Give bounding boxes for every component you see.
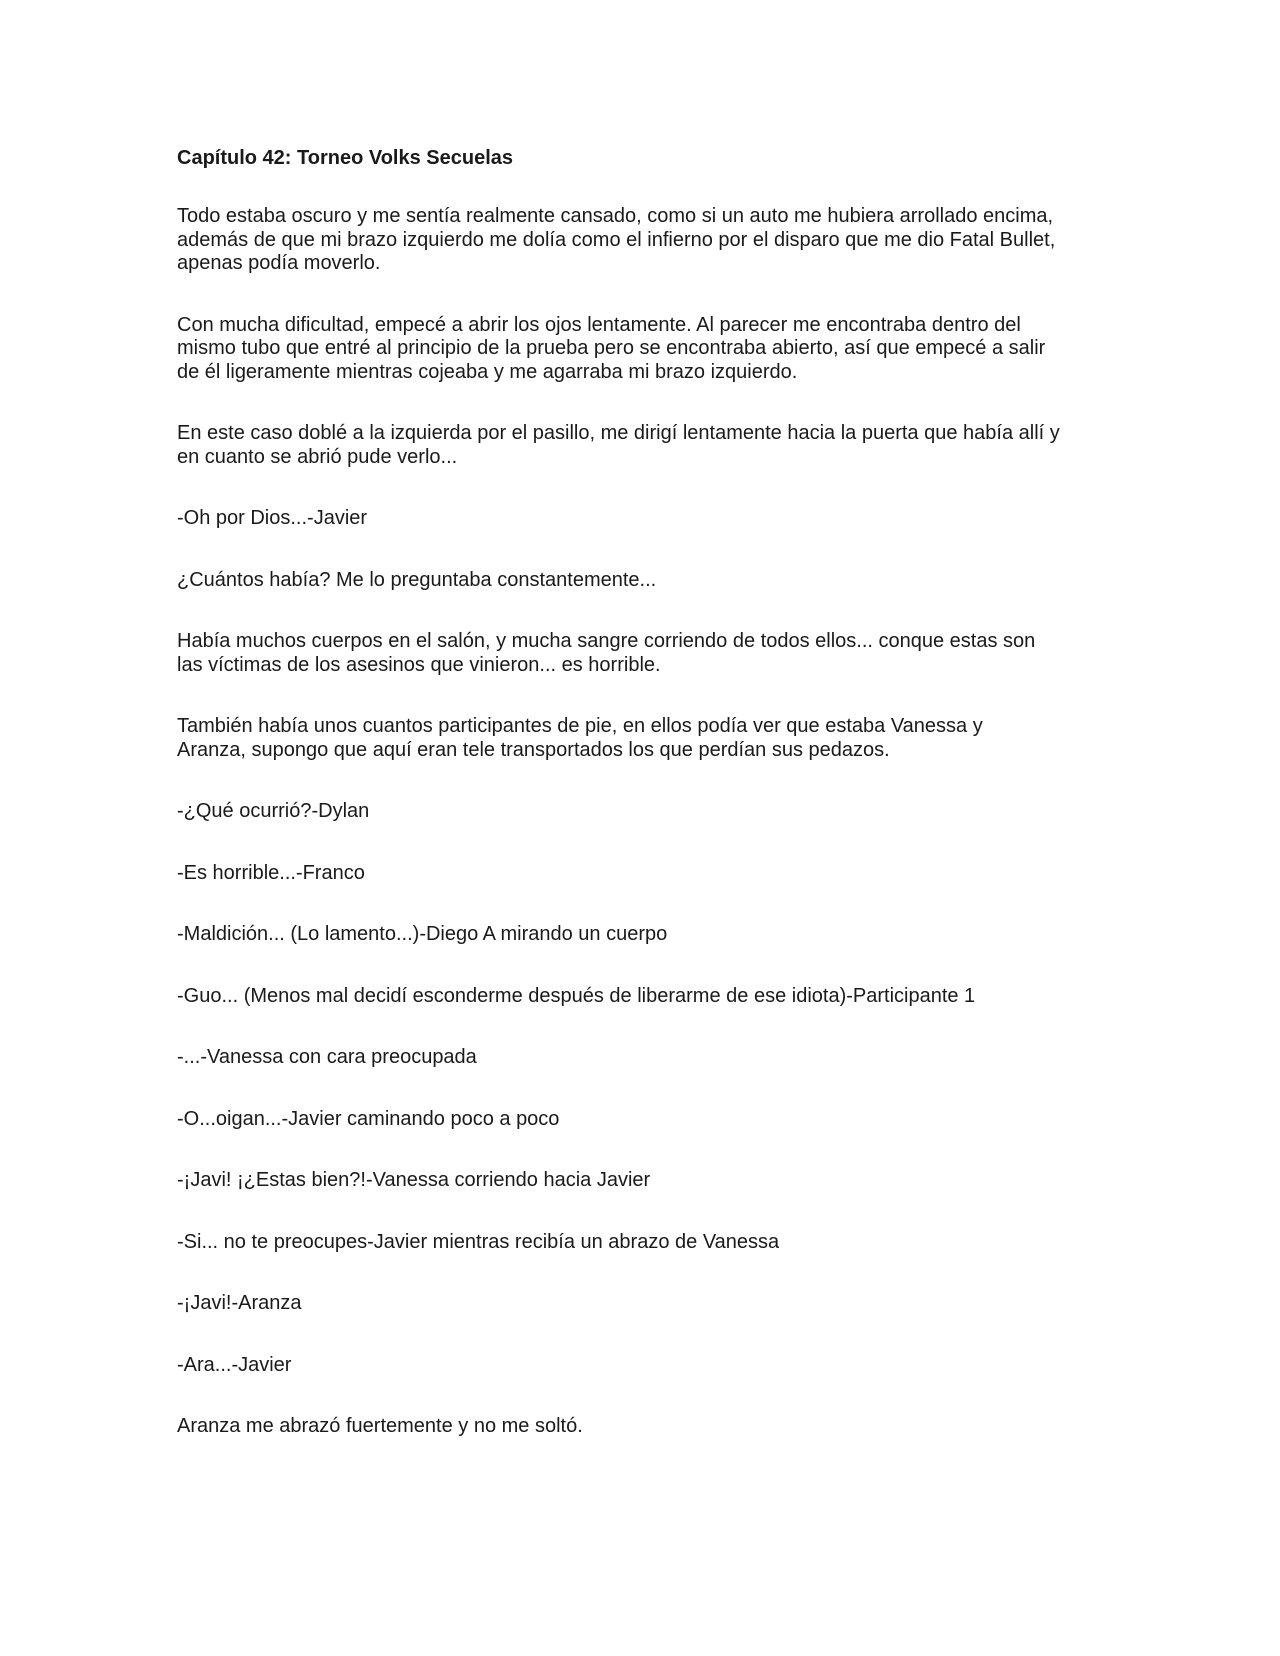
paragraph: [177, 422, 1117, 469]
paragraph: [177, 715, 1117, 762]
chapter-title: Capítulo 42: Torneo Volks Secuelas: [177, 147, 514, 169]
text-line: de él ligeramente mientras cojeaba y me agarraba mi brazo izquierdo.: [177, 360, 798, 383]
text-line: -¡Javi! ¡¿Estas bien?!-Vanessa corriendo hacia Javier: [177, 1169, 651, 1191]
text-line: mismo tubo que entré al principio de la prueba pero se encontraba abierto, así que empecé a salir: [177, 337, 1046, 359]
dialogue-line: [177, 507, 1117, 531]
text-line: ¿Cuántos había? Me lo preguntaba constantemente...: [177, 568, 657, 591]
dialogue-line: [177, 1108, 1117, 1132]
text-line: -Si... no te preocupes-Javier mientras recibía un abrazo de Vanessa: [177, 1230, 780, 1253]
dialogue-line: [177, 923, 1117, 947]
text-line: También había unos cuantos participantes de pie, en ellos podía ver que estaba Vanessa y: [177, 715, 983, 737]
text-line: Todo estaba oscuro y me sentía realmente cansado, como si un auto me hubiera arrollado encima,: [177, 205, 1054, 227]
dialogue-line: [177, 862, 1117, 886]
dialogue-line: [177, 985, 1117, 1009]
dialogue-line: [177, 1354, 1117, 1378]
text-line: -Oh por Dios...-Javier: [177, 507, 368, 529]
paragraph: [177, 314, 1117, 385]
dialogue-line: [177, 1231, 1117, 1255]
text-line: las víctimas de los asesinos que vinieron... es horrible.: [177, 653, 661, 676]
text-line: -...-Vanessa con cara preocupada: [177, 1046, 477, 1068]
document-body: [177, 146, 1117, 1477]
text-line: en cuanto se abrió pude verlo...: [177, 445, 458, 468]
text-line: -¡Javi!-Aranza: [177, 1292, 302, 1314]
paragraph: [177, 630, 1117, 677]
text-line: Aranza me abrazó fuertemente y no me soltó.: [177, 1415, 583, 1437]
text-line: -Es horrible...-Franco: [177, 861, 365, 884]
dialogue-line: [177, 1046, 1117, 1070]
text-line: -¿Qué ocurrió?-Dylan: [177, 800, 370, 822]
text-line: -Ara...-Javier: [177, 1353, 292, 1376]
text-line: Con mucha dificultad, empecé a abrir los ojos lentamente. Al parecer me encontraba dentro del: [177, 313, 1021, 336]
text-line: apenas podía moverlo.: [177, 252, 381, 274]
paragraph: [177, 205, 1117, 276]
text-line: En este caso doblé a la izquierda por el pasillo, me dirigí lentamente hacia la puerta que había allí y: [177, 422, 1060, 444]
paragraph: [177, 569, 1117, 593]
text-line: Había muchos cuerpos en el salón, y mucha sangre corriendo de todos ellos... conque estas son: [177, 630, 1036, 652]
dialogue-line: [177, 800, 1117, 824]
text-line: -O...oigan...-Javier caminando poco a poco: [177, 1107, 560, 1130]
text-line: -Guo... (Menos mal decidí esconderme después de liberarme de ese idiota)-Participante 1: [177, 984, 976, 1007]
dialogue-line: [177, 1292, 1117, 1316]
dialogue-line: [177, 1169, 1117, 1193]
text-line: Aranza, supongo que aquí eran tele transportados los que perdían sus pedazos.: [177, 738, 890, 761]
text-line: además de que mi brazo izquierdo me dolía como el infierno por el disparo que me dio Fatal Bullet,: [177, 228, 1056, 251]
text-line: -Maldición... (Lo lamento...)-Diego A mirando un cuerpo: [177, 923, 668, 945]
paragraph: [177, 1415, 1117, 1439]
